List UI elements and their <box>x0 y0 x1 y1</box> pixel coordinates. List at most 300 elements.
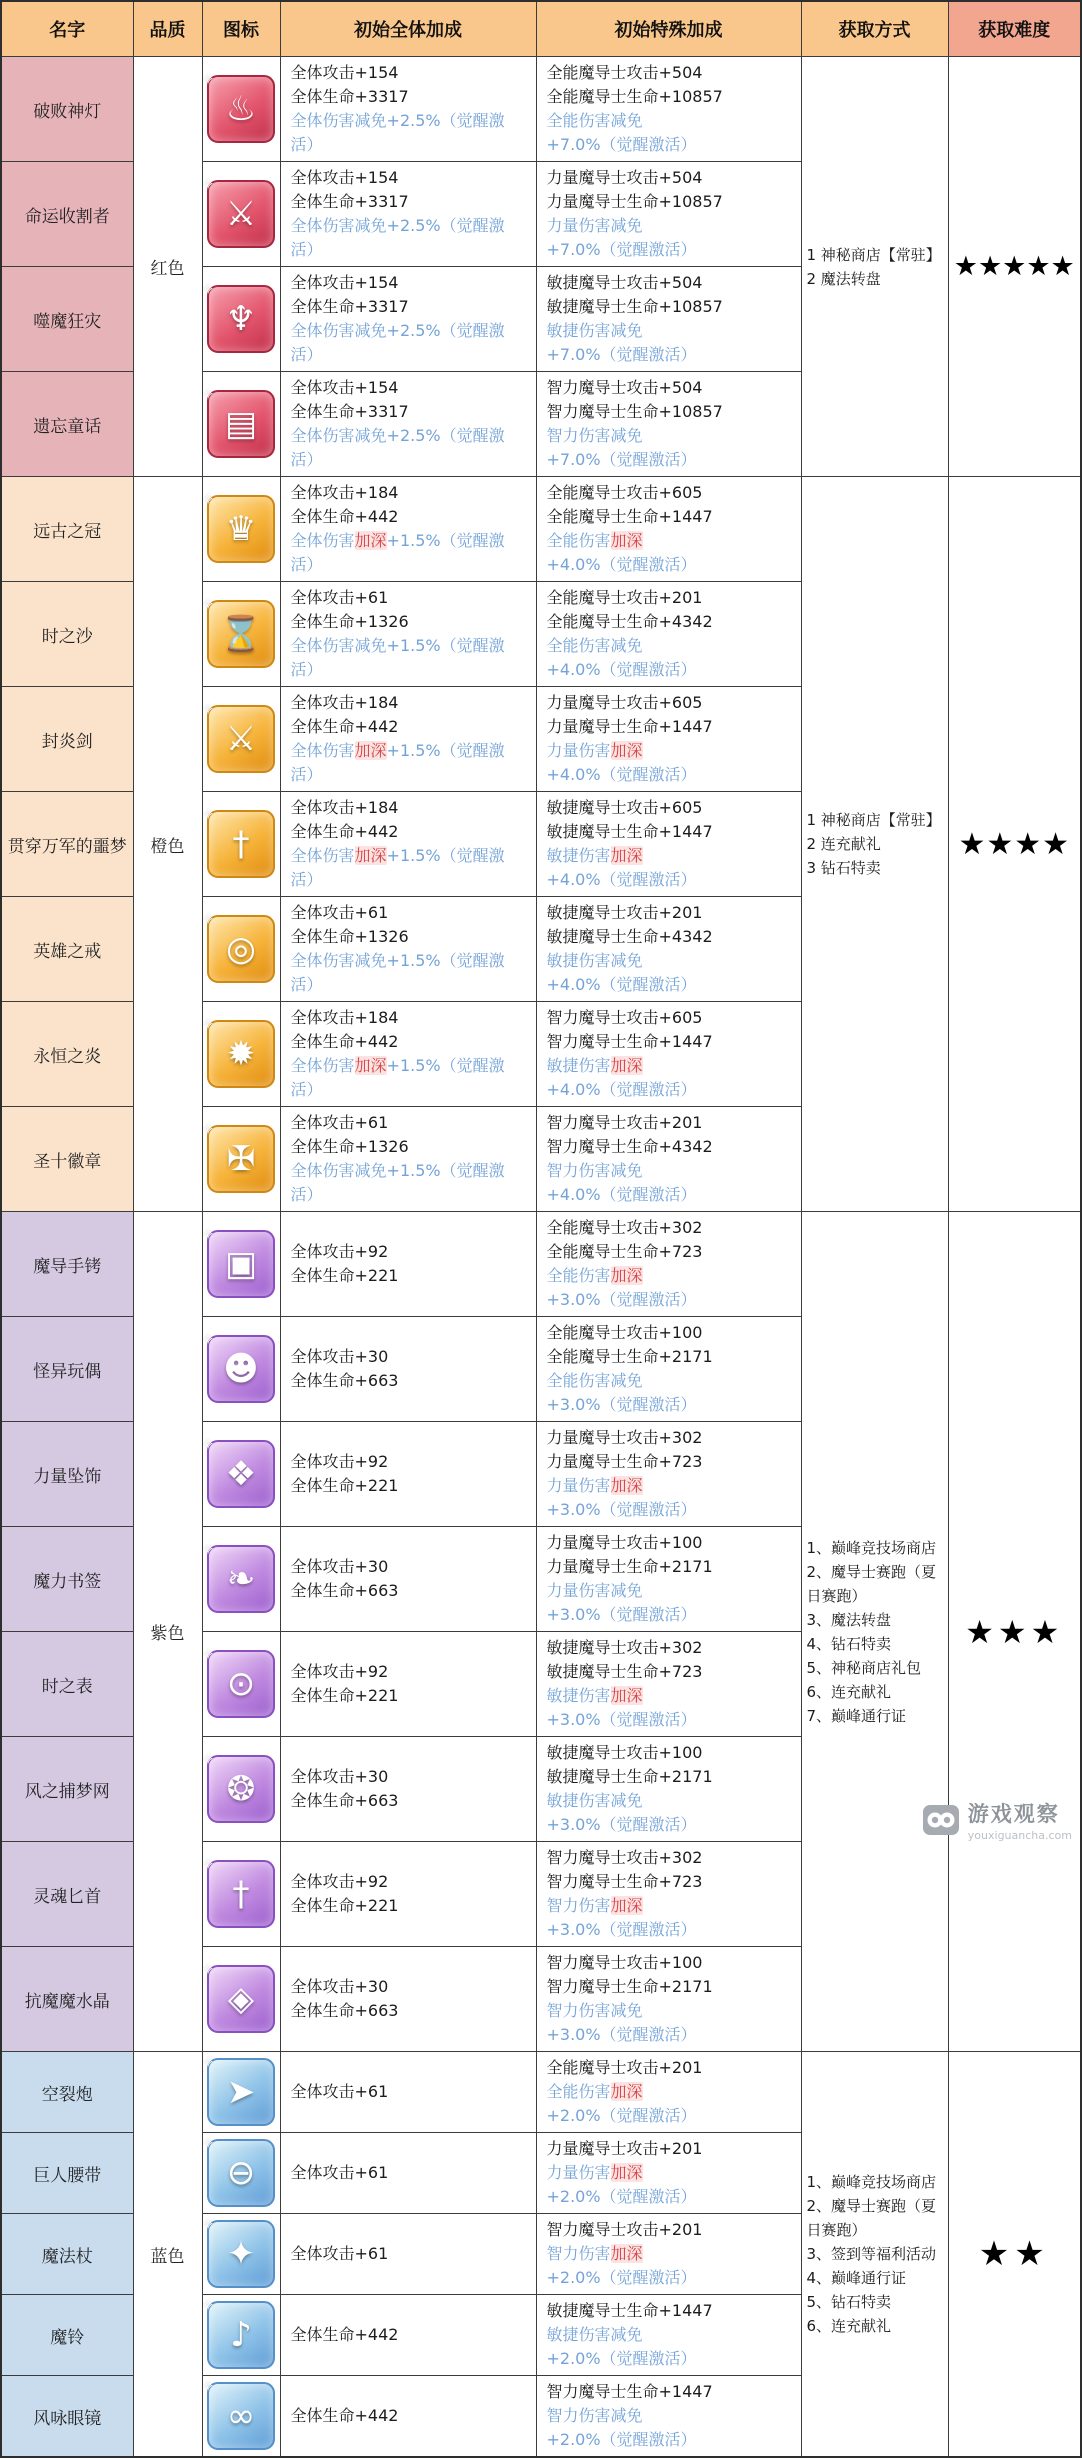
wind-glasses-icon: ✧ ∞ <box>207 2382 275 2450</box>
awaken-prefix: 智力伤害 <box>546 2244 611 2263</box>
magic-bell-icon: ✧ ♪ <box>207 2301 275 2369</box>
overall-bonus-cell <box>280 582 536 687</box>
special-bonus-cell <box>536 2214 801 2295</box>
awaken-suffix: +7.0%（觉醒激活） <box>546 240 697 259</box>
stat-line: 全体生命+3317 <box>290 192 409 211</box>
stat-line: 智力魔导士攻击+605 <box>546 1008 703 1027</box>
special-bonus-cell <box>536 477 801 582</box>
icon-cell <box>202 2295 280 2376</box>
awaken-line <box>547 1054 791 1102</box>
awaken-prefix: 敏捷伤害 <box>546 951 611 970</box>
stat-line: 敏捷魔导士生命+723 <box>546 1662 703 1681</box>
special-bonus-cell <box>536 792 801 897</box>
acquisition-line: 4、钻石特卖 <box>806 1634 892 1653</box>
acquisition-line: 6、连充献礼 <box>806 1682 892 1701</box>
overall-bonus-cell <box>280 1107 536 1212</box>
awaken-suffix: +4.0%（觉醒激活） <box>546 975 697 994</box>
item-name: 魔铃 <box>1 2295 133 2376</box>
acquisition-cell <box>801 2052 948 2458</box>
stat-line: 全体生命+663 <box>290 1371 399 1390</box>
stat-line: 智力魔导士生命+1447 <box>546 1032 713 1051</box>
awaken-line <box>291 1159 526 1207</box>
stat-line: 全能魔导士攻击+100 <box>546 1323 703 1342</box>
acquisition-line: 1 神秘商店【常驻】 <box>806 811 941 829</box>
awaken-suffix: +3.0%（觉醒激活） <box>546 1605 697 1624</box>
awaken-effect: 加深 <box>354 1056 387 1075</box>
awaken-suffix: +3.0%（觉醒激活） <box>546 1815 697 1834</box>
strange-doll-icon: ✧ ☻ <box>207 1335 275 1403</box>
awaken-line <box>291 214 526 262</box>
stat-line: 智力魔导士攻击+100 <box>546 1953 703 1972</box>
stat-line: 智力魔导士攻击+504 <box>546 378 703 397</box>
awaken-line <box>291 949 526 997</box>
stat-line: 力量魔导士攻击+201 <box>546 2139 703 2158</box>
awaken-prefix: 全能伤害 <box>546 636 611 655</box>
item-name: 巨人腰带 <box>1 2133 133 2214</box>
stat-line: 全体攻击+184 <box>290 1008 399 1027</box>
stat-line: 全能魔导士攻击+302 <box>546 1218 703 1237</box>
special-bonus-cell <box>536 582 801 687</box>
awaken-line <box>547 1369 791 1417</box>
awaken-effect: 加深 <box>610 531 643 550</box>
awaken-line <box>547 2161 791 2209</box>
icon-cell <box>202 1527 280 1632</box>
overall-bonus-cell <box>280 372 536 477</box>
awaken-line <box>547 214 791 262</box>
awaken-effect: 减免 <box>610 2001 643 2020</box>
awaken-prefix: 全能伤害 <box>546 111 611 130</box>
stat-line: 全能魔导士生命+1447 <box>546 507 713 526</box>
special-bonus-cell <box>536 1842 801 1947</box>
awaken-prefix: 敏捷伤害 <box>546 321 611 340</box>
stat-line: 全体生命+663 <box>290 1791 399 1810</box>
stat-line: 全体生命+3317 <box>290 297 409 316</box>
awaken-prefix: 智力伤害 <box>546 426 611 445</box>
overall-bonus-cell <box>280 2214 536 2295</box>
quality-label: 红色 <box>133 57 202 477</box>
hero-ring-icon: ✧ ◎ <box>207 915 275 983</box>
awaken-suffix: +4.0%（觉醒激活） <box>546 1185 697 1204</box>
stat-line: 全体攻击+154 <box>290 168 399 187</box>
awaken-prefix: 全体伤害 <box>290 426 355 445</box>
item-name: 怪异玩偶 <box>1 1317 133 1422</box>
awaken-prefix: 智力伤害 <box>546 2406 611 2425</box>
item-name: 遗忘童话 <box>1 372 133 477</box>
awaken-prefix: 全体伤害 <box>290 636 355 655</box>
awaken-suffix: +1.5%（觉醒激活） <box>290 1161 505 1204</box>
acquisition-line: 7、巅峰通行证 <box>806 1706 907 1725</box>
acquisition-line: 2 连充献礼 <box>806 835 881 853</box>
awaken-line <box>547 949 791 997</box>
stat-line: 全体生命+1326 <box>290 927 409 946</box>
awaken-effect: 减免 <box>354 216 387 235</box>
special-bonus-cell <box>536 1422 801 1527</box>
stat-line: 全体攻击+30 <box>290 1347 389 1366</box>
special-bonus-cell <box>536 2376 801 2458</box>
awaken-line <box>547 529 791 577</box>
acquisition-line: 2、魔导士赛跑（夏日赛跑） <box>806 1562 937 1605</box>
overall-bonus-cell <box>280 162 536 267</box>
special-bonus-cell <box>536 1947 801 2052</box>
eternal-flame-icon: ✧ ✹ <box>207 1020 275 1088</box>
column-header: 获取难度 <box>948 1 1081 57</box>
stat-line: 全能魔导士攻击+201 <box>546 588 703 607</box>
awaken-line <box>291 1054 526 1102</box>
awaken-line <box>547 319 791 367</box>
item-name: 魔法杖 <box>1 2214 133 2295</box>
awaken-suffix: +2.0%（觉醒激活） <box>546 2187 697 2206</box>
stat-line: 全体攻击+61 <box>290 1113 389 1132</box>
overall-bonus-cell <box>280 1632 536 1737</box>
awaken-line <box>291 529 526 577</box>
special-bonus-cell <box>536 162 801 267</box>
awaken-prefix: 力量伤害 <box>546 216 611 235</box>
scythe-icon: ✧ ⚔ <box>207 180 275 248</box>
stat-line: 全体攻击+61 <box>290 903 389 922</box>
header-row <box>1 1 1081 57</box>
overall-bonus-cell <box>280 1947 536 2052</box>
awaken-suffix: +4.0%（觉醒激活） <box>546 660 697 679</box>
stat-line: 全体攻击+30 <box>290 1767 389 1786</box>
stat-line: 力量魔导士生命+2171 <box>546 1557 713 1576</box>
item-name: 抗魔魔水晶 <box>1 1947 133 2052</box>
item-name: 噬魔狂灾 <box>1 267 133 372</box>
stat-line: 全体攻击+184 <box>290 798 399 817</box>
awaken-line <box>291 319 526 367</box>
icon-cell <box>202 1212 280 1317</box>
awaken-prefix: 敏捷伤害 <box>546 1791 611 1810</box>
awaken-suffix: +2.5%（觉醒激活） <box>290 426 505 469</box>
stat-line: 智力魔导士攻击+302 <box>546 1848 703 1867</box>
watermark-site-domain: youxiguancha.com <box>967 1829 1072 1842</box>
item-row <box>1 57 1081 162</box>
icon-cell <box>202 477 280 582</box>
awaken-suffix: +4.0%（觉醒激活） <box>546 555 697 574</box>
overall-bonus-cell <box>280 477 536 582</box>
stat-line: 全体生命+442 <box>290 507 399 526</box>
item-name: 英雄之戒 <box>1 897 133 1002</box>
awaken-prefix: 智力伤害 <box>546 1161 611 1180</box>
awaken-suffix: +2.5%（觉醒激活） <box>290 216 505 259</box>
stat-line: 全体生命+1326 <box>290 612 409 631</box>
gamepad-logo-icon <box>922 1801 960 1839</box>
icon-cell <box>202 1317 280 1422</box>
awaken-suffix: +4.0%（觉醒激活） <box>546 1080 697 1099</box>
icon-cell <box>202 1632 280 1737</box>
awaken-effect: 加深 <box>610 846 643 865</box>
special-bonus-cell <box>536 1632 801 1737</box>
awaken-prefix: 全体伤害 <box>290 216 355 235</box>
overall-bonus-cell <box>280 897 536 1002</box>
awaken-effect: 减免 <box>610 1371 643 1390</box>
overall-bonus-cell <box>280 2295 536 2376</box>
stat-line: 全能魔导士攻击+504 <box>546 63 703 82</box>
stat-line: 智力魔导士生命+4342 <box>546 1137 713 1156</box>
acquisition-line: 3、签到等福利活动 <box>806 2245 937 2263</box>
icon-cell <box>202 1947 280 2052</box>
stat-line: 全体生命+221 <box>290 1686 399 1705</box>
icon-cell <box>202 897 280 1002</box>
awaken-line <box>547 1999 791 2047</box>
awaken-suffix: +7.0%（觉醒激活） <box>546 450 697 469</box>
awaken-prefix: 全体伤害 <box>290 1161 355 1180</box>
stat-line: 全能魔导士攻击+605 <box>546 483 703 502</box>
overall-bonus-cell <box>280 2376 536 2458</box>
magic-wand-icon: ✧ ✦ <box>207 2220 275 2288</box>
awaken-effect: 减免 <box>354 426 387 445</box>
awaken-effect: 加深 <box>610 1266 643 1285</box>
overall-bonus-cell <box>280 2052 536 2133</box>
icon-cell <box>202 2376 280 2458</box>
awaken-prefix: 全能伤害 <box>546 2082 611 2101</box>
stat-line: 敏捷魔导士生命+1447 <box>546 822 713 841</box>
awaken-effect: 减免 <box>610 636 643 655</box>
column-header: 初始特殊加成 <box>536 1 801 57</box>
awaken-line <box>291 634 526 682</box>
quality-label: 橙色 <box>133 477 202 1212</box>
stat-line: 敏捷魔导士生命+1447 <box>546 2301 713 2320</box>
awaken-prefix: 力量伤害 <box>546 741 611 760</box>
stat-line: 力量魔导士攻击+302 <box>546 1428 703 1447</box>
stat-line: 全体生命+442 <box>290 1032 399 1051</box>
icon-cell <box>202 1422 280 1527</box>
item-name: 贯穿万军的噩梦 <box>1 792 133 897</box>
acquisition-line: 5、钻石特卖 <box>806 2293 892 2311</box>
special-bonus-cell <box>536 1107 801 1212</box>
awaken-line <box>547 1474 791 1522</box>
awaken-effect: 减免 <box>610 951 643 970</box>
stat-line: 全体生命+221 <box>290 1896 399 1915</box>
awaken-effect: 减免 <box>354 321 387 340</box>
quality-label: 蓝色 <box>133 2052 202 2458</box>
acquisition-line: 4、巅峰通行证 <box>806 2269 907 2287</box>
stat-line: 全能魔导士生命+2171 <box>546 1347 713 1366</box>
awaken-effect: 减免 <box>610 1791 643 1810</box>
awaken-effect: 减免 <box>610 111 643 130</box>
awaken-effect: 加深 <box>610 1896 643 1915</box>
power-pendant-icon: ✧ ❖ <box>207 1440 275 1508</box>
awaken-effect: 减免 <box>610 1581 643 1600</box>
awaken-prefix: 力量伤害 <box>546 2163 611 2182</box>
stat-line: 敏捷魔导士攻击+302 <box>546 1638 703 1657</box>
awaken-line <box>547 2080 791 2128</box>
icon-cell <box>202 2133 280 2214</box>
difficulty-stars: ★★ <box>948 2052 1081 2458</box>
stat-line: 全体攻击+92 <box>290 1662 389 1681</box>
table-header <box>1 1 1081 57</box>
acquisition-line: 3、魔法转盘 <box>806 1610 892 1629</box>
stat-line: 力量魔导士生命+10857 <box>546 192 723 211</box>
item-name: 风咏眼镜 <box>1 2376 133 2458</box>
watermark-text <box>968 1798 1072 1842</box>
time-watch-icon: ✧ ⊙ <box>207 1650 275 1718</box>
holy-badge-icon: ✧ ✠ <box>207 1125 275 1193</box>
awaken-effect: 减免 <box>354 111 387 130</box>
item-name: 灵魂匕首 <box>1 1842 133 1947</box>
special-bonus-cell <box>536 897 801 1002</box>
awaken-effect: 加深 <box>610 2244 643 2263</box>
acquisition-line: 5、神秘商店礼包 <box>806 1658 922 1677</box>
awaken-prefix: 全能伤害 <box>546 1371 611 1390</box>
awaken-prefix: 全能伤害 <box>546 1266 611 1285</box>
awaken-line <box>291 844 526 892</box>
item-name: 空裂炮 <box>1 2052 133 2133</box>
difficulty-stars: ★★★★ <box>948 477 1081 1212</box>
quality-label: 紫色 <box>133 1212 202 2052</box>
awaken-prefix: 全能伤害 <box>546 531 611 550</box>
icon-cell <box>202 372 280 477</box>
column-header: 图标 <box>202 1 280 57</box>
awaken-suffix: +1.5%（觉醒激活） <box>290 951 505 994</box>
awaken-suffix: +2.5%（觉醒激活） <box>290 111 505 154</box>
acquisition-line: 1、巅峰竞技场商店 <box>806 2173 937 2191</box>
stat-line: 智力魔导士攻击+201 <box>546 1113 703 1132</box>
acquisition-cell <box>801 1212 948 2052</box>
awaken-suffix: +1.5%（觉醒激活） <box>290 1056 505 1099</box>
awaken-prefix: 智力伤害 <box>546 2001 611 2020</box>
icon-cell <box>202 57 280 162</box>
magic-bookmark-icon: ✧ ❧ <box>207 1545 275 1613</box>
awaken-suffix: +4.0%（觉醒激活） <box>546 765 697 784</box>
awaken-line <box>547 2242 791 2290</box>
awaken-suffix: +1.5%（觉醒激活） <box>290 741 505 784</box>
awaken-suffix: +3.0%（觉醒激活） <box>546 1500 697 1519</box>
stat-line: 全体生命+442 <box>290 822 399 841</box>
watermark <box>922 1798 1072 1842</box>
special-bonus-cell <box>536 372 801 477</box>
overall-bonus-cell <box>280 1422 536 1527</box>
awaken-prefix: 敏捷伤害 <box>546 846 611 865</box>
awaken-effect: 减免 <box>610 2325 643 2344</box>
stat-line: 智力魔导士生命+723 <box>546 1872 703 1891</box>
awaken-line <box>547 2404 791 2452</box>
awaken-effect: 减免 <box>610 1161 643 1180</box>
hourglass-icon: ✧ ⌛ <box>207 600 275 668</box>
icon-cell <box>202 1002 280 1107</box>
awaken-suffix: +3.0%（觉醒激活） <box>546 1710 697 1729</box>
awaken-suffix: +2.0%（觉醒激活） <box>546 2349 697 2368</box>
giant-belt-icon: ✧ ⊖ <box>207 2139 275 2207</box>
stat-line: 全体生命+3317 <box>290 402 409 421</box>
special-bonus-cell <box>536 2295 801 2376</box>
item-name: 力量坠饰 <box>1 1422 133 1527</box>
awaken-effect: 减免 <box>610 2406 643 2425</box>
item-name: 命运收割者 <box>1 162 133 267</box>
item-name: 风之捕梦网 <box>1 1737 133 1842</box>
overall-bonus-cell <box>280 1842 536 1947</box>
icon-cell <box>202 267 280 372</box>
awaken-effect: 减免 <box>354 1161 387 1180</box>
stat-line: 敏捷魔导士生命+10857 <box>546 297 723 316</box>
awaken-line <box>547 1159 791 1207</box>
stat-line: 智力魔导士攻击+201 <box>546 2220 703 2239</box>
overall-bonus-cell <box>280 267 536 372</box>
awaken-line <box>547 1579 791 1627</box>
stat-line: 力量魔导士攻击+100 <box>546 1533 703 1552</box>
awaken-prefix: 全体伤害 <box>290 321 355 340</box>
awaken-line <box>547 844 791 892</box>
watermark-site-name: 游戏观察 <box>967 1802 1060 1826</box>
awaken-effect: 加深 <box>610 1686 643 1705</box>
overall-bonus-cell <box>280 1002 536 1107</box>
awaken-suffix: +2.0%（觉醒激活） <box>546 2106 697 2125</box>
stat-line: 全体攻击+92 <box>290 1452 389 1471</box>
item-row <box>1 2052 1081 2133</box>
item-name: 魔导手铐 <box>1 1212 133 1317</box>
icon-cell <box>202 687 280 792</box>
special-bonus-cell <box>536 57 801 162</box>
difficulty-stars: ★★★ <box>948 1212 1081 2052</box>
icon-cell <box>202 582 280 687</box>
item-name: 永恒之炎 <box>1 1002 133 1107</box>
awaken-line <box>291 739 526 787</box>
item-row <box>1 1212 1081 1317</box>
awaken-line <box>547 2323 791 2371</box>
awaken-effect: 减免 <box>610 216 643 235</box>
awaken-effect: 加深 <box>354 531 387 550</box>
awaken-prefix: 敏捷伤害 <box>546 2325 611 2344</box>
table-body <box>1 57 1081 2458</box>
stat-line: 力量魔导士生命+723 <box>546 1452 703 1471</box>
awaken-line <box>547 1789 791 1837</box>
stat-line: 全能魔导士生命+723 <box>546 1242 703 1261</box>
acquisition-line: 3 钻石特卖 <box>806 859 881 877</box>
stat-line: 敏捷魔导士攻击+201 <box>546 903 703 922</box>
awaken-prefix: 全体伤害 <box>290 741 355 760</box>
awaken-prefix: 全体伤害 <box>290 111 355 130</box>
stat-line: 智力魔导士生命+1447 <box>546 2382 713 2401</box>
awaken-effect: 加深 <box>610 741 643 760</box>
awaken-suffix: +3.0%（觉醒激活） <box>546 2025 697 2044</box>
awaken-prefix: 力量伤害 <box>546 1476 611 1495</box>
column-header: 初始全体加成 <box>280 1 536 57</box>
stat-line: 力量魔导士生命+1447 <box>546 717 713 736</box>
stat-line: 全能魔导士攻击+201 <box>546 2058 703 2077</box>
special-bonus-cell <box>536 2133 801 2214</box>
column-header: 名字 <box>1 1 133 57</box>
overall-bonus-cell <box>280 1737 536 1842</box>
item-name: 魔力书签 <box>1 1527 133 1632</box>
dreamcatcher-icon: ✧ ❂ <box>207 1755 275 1823</box>
void-cannon-icon: ✧ ➤ <box>207 2058 275 2126</box>
awaken-effect: 加深 <box>610 1056 643 1075</box>
overall-bonus-cell <box>280 1212 536 1317</box>
overall-bonus-cell <box>280 1317 536 1422</box>
item-name: 封炎剑 <box>1 687 133 792</box>
awaken-suffix: +3.0%（觉醒激活） <box>546 1920 697 1939</box>
awaken-prefix: 敏捷伤害 <box>546 1056 611 1075</box>
awaken-suffix: +3.0%（觉醒激活） <box>546 1395 697 1414</box>
stat-line: 力量魔导士攻击+504 <box>546 168 703 187</box>
awaken-prefix: 全体伤害 <box>290 1056 355 1075</box>
stat-line: 全体生命+1326 <box>290 1137 409 1156</box>
awaken-effect: 减免 <box>354 636 387 655</box>
stat-line: 敏捷魔导士攻击+605 <box>546 798 703 817</box>
stat-line: 敏捷魔导士生命+4342 <box>546 927 713 946</box>
special-bonus-cell <box>536 2052 801 2133</box>
stat-line: 全体攻击+184 <box>290 483 399 502</box>
awaken-effect: 加深 <box>610 2082 643 2101</box>
awaken-prefix: 力量伤害 <box>546 1581 611 1600</box>
anti-magic-crystal-icon: ✧ ◈ <box>207 1965 275 2033</box>
stat-line: 全体生命+442 <box>290 2406 399 2425</box>
acquisition-line: 2 魔法转盘 <box>806 269 881 288</box>
awaken-prefix: 全体伤害 <box>290 951 355 970</box>
stat-line: 全体攻击+61 <box>290 588 389 607</box>
column-header: 品质 <box>133 1 202 57</box>
special-bonus-cell <box>536 1527 801 1632</box>
fairy-tale-book-icon: ✧ ▤ <box>207 390 275 458</box>
